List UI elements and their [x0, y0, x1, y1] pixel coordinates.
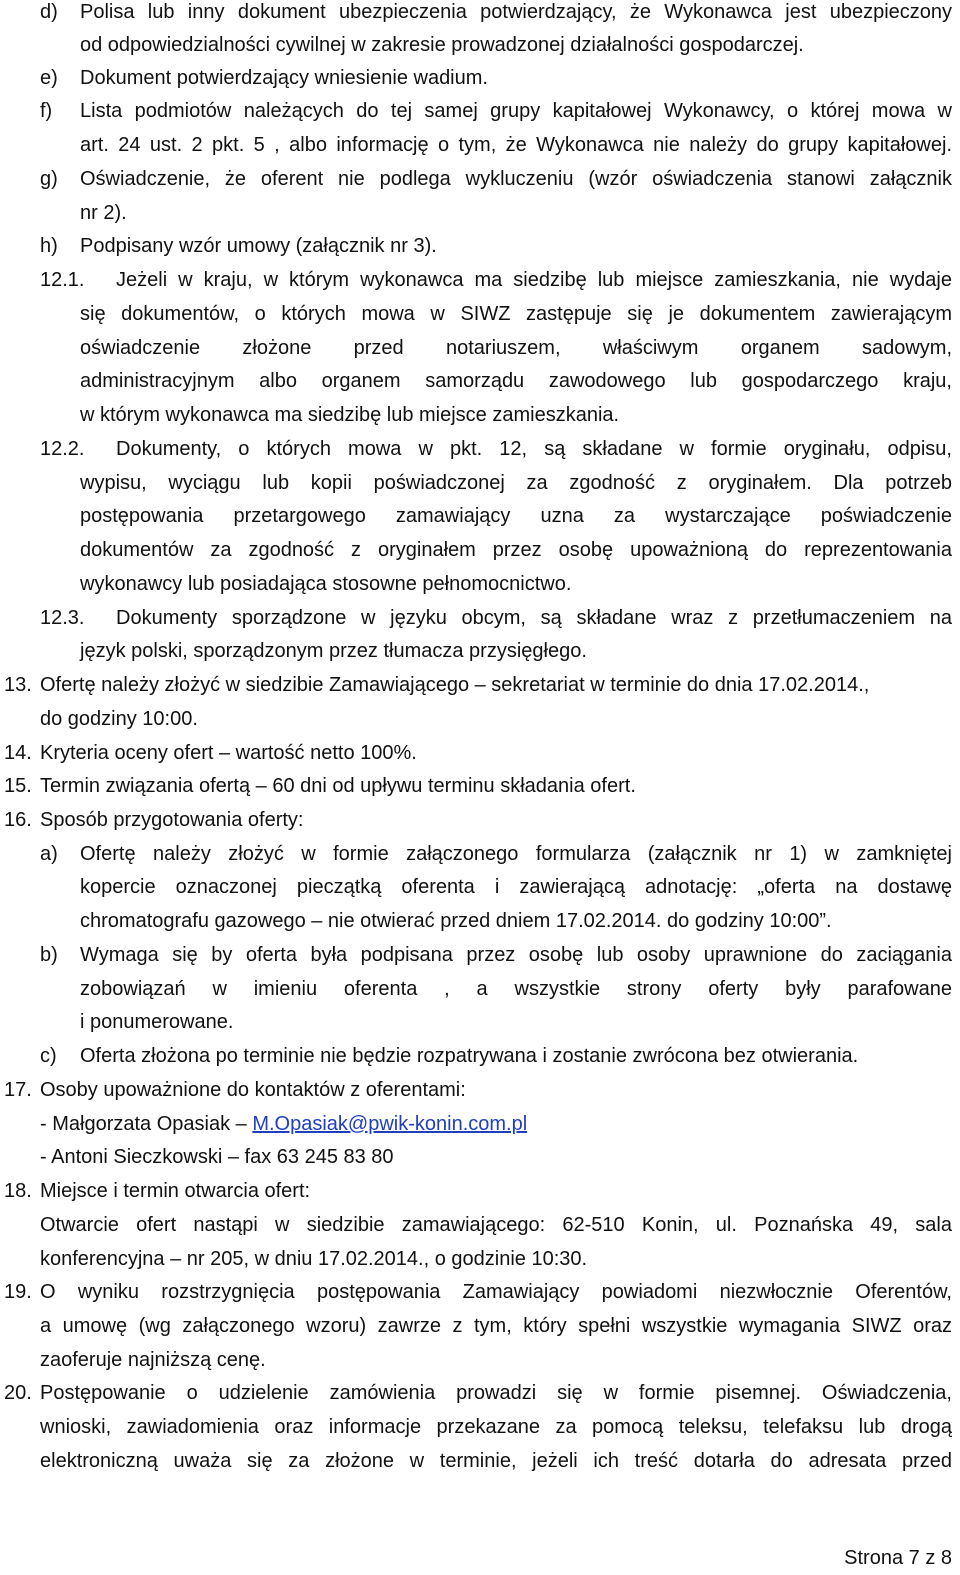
- s12-2-line-1: Dokumenty, o których mowa w pkt. 12, są składane w formie oryginału, odpisu,: [116, 438, 952, 460]
- item-g-line-2: nr 2).: [80, 202, 127, 224]
- contact-1-name: - Małgorzata Opasiak –: [40, 1113, 253, 1135]
- s17-line-1: Osoby upoważnione do kontaktów z oferentami:: [40, 1079, 466, 1101]
- s12-2-line-4: dokumentów za zgodność z oryginałem przez osobę upoważnioną do reprezentowania: [80, 539, 952, 561]
- list-label-16a: a): [40, 843, 58, 865]
- s12-1-line-1: Jeżeli w kraju, w którym wykonawca ma siedzibę lub miejsce zamieszkania, nie wydaje: [116, 269, 952, 291]
- s13-line-1: Ofertę należy złożyć w siedzibie Zamawiającego – sekretariat w terminie do dnia 17.02.2014.,: [40, 674, 870, 696]
- item-f-line-2: art. 24 ust. 2 pkt. 5 , albo informację o tym, że Wykonawca nie należy do grupy kapitałowej.: [80, 134, 952, 156]
- section-label-15: 15.: [4, 775, 32, 797]
- s16c-line-1: Oferta złożona po terminie nie będzie rozpatrywana i zostanie zwrócona bez otwierania.: [80, 1045, 859, 1067]
- s12-1-line-2: się dokumentów, o których mowa w SIWZ zastępuje się je dokumentem zawierającym: [80, 303, 952, 325]
- list-label-16c: c): [40, 1045, 57, 1067]
- s13-line-2: do godziny 10:00.: [40, 708, 198, 730]
- s18-line-1: Miejsce i termin otwarcia ofert:: [40, 1180, 311, 1202]
- s14-line-1: Kryteria oceny ofert – wartość netto 100%.: [40, 742, 417, 764]
- s12-1-line-4: administracyjnym albo organem samorządu zawodowego lub gospodarczego kraju,: [80, 370, 952, 392]
- item-d-line-2: od odpowiedzialności cywilnej w zakresie prowadzonej działalności gospodarczej.: [80, 34, 804, 56]
- section-label-16: 16.: [4, 809, 32, 831]
- section-label-12-3: 12.3.: [40, 607, 85, 629]
- item-f-line-1: Lista podmiotów należących do tej samej grupy kapitałowej Wykonawcy, o której mowa w: [80, 100, 952, 122]
- s20-line-2: wnioski, zawiadomienia oraz informacje przekazane za pomocą teleksu, telefaksu lub drogą: [40, 1416, 952, 1438]
- section-label-20: 20.: [4, 1382, 32, 1404]
- s12-3-line-1: Dokumenty sporządzone w języku obcym, są składane wraz z przetłumaczeniem na: [116, 607, 952, 629]
- s18-line-3: konferencyjna – nr 205, w dniu 17.02.2014., o godzinie 10:30.: [40, 1248, 588, 1270]
- s16a-line-1: Ofertę należy złożyć w formie załączonego formularza (załącznik nr 1) w zamkniętej: [80, 843, 952, 865]
- item-d-line-1: Polisa lub inny dokument ubezpieczenia potwierdzający, że Wykonawca jest ubezpieczony: [80, 1, 952, 23]
- s12-1-line-5: w którym wykonawca ma siedzibę lub miejsce zamieszkania.: [80, 404, 620, 426]
- s19-line-1: O wyniku rozstrzygnięcia postępowania Zamawiający powiadomi niezwłocznie Oferentów,: [40, 1281, 952, 1303]
- item-e-line-1: Dokument potwierdzający wniesienie wadium.: [80, 67, 488, 89]
- s15-line-1: Termin związania ofertą – 60 dni od upływu terminu składania ofert.: [40, 775, 636, 797]
- list-label-f: f): [40, 100, 53, 122]
- s20-line-3: elektroniczną uważa się za złożone w terminie, jeżeli ich treść dotarła do adresata przed: [40, 1450, 952, 1472]
- s16b-line-2: zobowiązań w imieniu oferenta , a wszystkie strony oferty były parafowane: [80, 978, 952, 1000]
- s19-line-2: a umowę (wg załączonego wzoru) zawrze z tym, który spełni wszystkie wymagania SIWZ oraz: [40, 1315, 952, 1337]
- section-label-18: 18.: [4, 1180, 32, 1202]
- section-label-12-2: 12.2.: [40, 438, 85, 460]
- contact-line-1: [40, 1110, 527, 1138]
- item-g-line-1: Oświadczenie, że oferent nie podlega wykluczeniu (wzór oświadczenia stanowi załącznik: [80, 168, 952, 190]
- email-link[interactable]: M.Opasiak@pwik-konin.com.pl: [252, 1113, 528, 1135]
- list-label-h: h): [40, 235, 58, 257]
- section-label-12-1: 12.1.: [40, 269, 85, 291]
- section-label-19: 19.: [4, 1281, 32, 1303]
- s18-line-2: Otwarcie ofert nastąpi w siedzibie zamawiającego: 62-510 Konin, ul. Poznańska 49, sala: [40, 1214, 952, 1236]
- section-label-17: 17.: [4, 1079, 32, 1101]
- contact-line-2: - Antoni Sieczkowski – fax 63 245 83 80: [40, 1146, 394, 1168]
- s16-line-1: Sposób przygotowania oferty:: [40, 809, 304, 831]
- s16b-line-1: Wymaga się by oferta była podpisana przez osobę lub osoby uprawnione do zaciągania: [80, 944, 952, 966]
- s12-1-line-3: oświadczenie złożone przed notariuszem, właściwym organem sadowym,: [80, 337, 952, 359]
- s12-2-line-3: postępowania przetargowego zamawiający uzna za wystarczające poświadczenie: [80, 505, 952, 527]
- s12-3-line-2: język polski, sporządzonym przez tłumacza przysięgłego.: [80, 640, 587, 662]
- page-number: Strona 7 z 8: [844, 1547, 952, 1569]
- s16a-line-3: chromatografu gazowego – nie otwierać przed dniem 17.02.2014. do godziny 10:00”.: [80, 910, 832, 932]
- s20-line-1: Postępowanie o udzielenie zamówienia prowadzi się w formie pisemnej. Oświadczenia,: [40, 1382, 952, 1404]
- list-label-g: g): [40, 168, 58, 190]
- s16a-line-2: kopercie oznaczonej pieczątką oferenta i zawierającą adnotację: „oferta na dostawę: [80, 876, 952, 898]
- s16b-line-3: i ponumerowane.: [80, 1011, 234, 1033]
- list-label-16b: b): [40, 944, 58, 966]
- list-label-e: e): [40, 67, 58, 89]
- list-label-d: d): [40, 1, 58, 23]
- s12-2-line-2: wypisu, wyciągu lub kopii poświadczonej za zgodność z oryginałem. Dla potrzeb: [80, 472, 952, 494]
- item-h-line-1: Podpisany wzór umowy (załącznik nr 3).: [80, 235, 437, 257]
- s19-line-3: zaoferuje najniższą cenę.: [40, 1349, 266, 1371]
- section-label-13: 13.: [4, 674, 32, 696]
- section-label-14: 14.: [4, 742, 32, 764]
- s12-2-line-5: wykonawcy lub posiadająca stosowne pełnomocnictwo.: [80, 573, 572, 595]
